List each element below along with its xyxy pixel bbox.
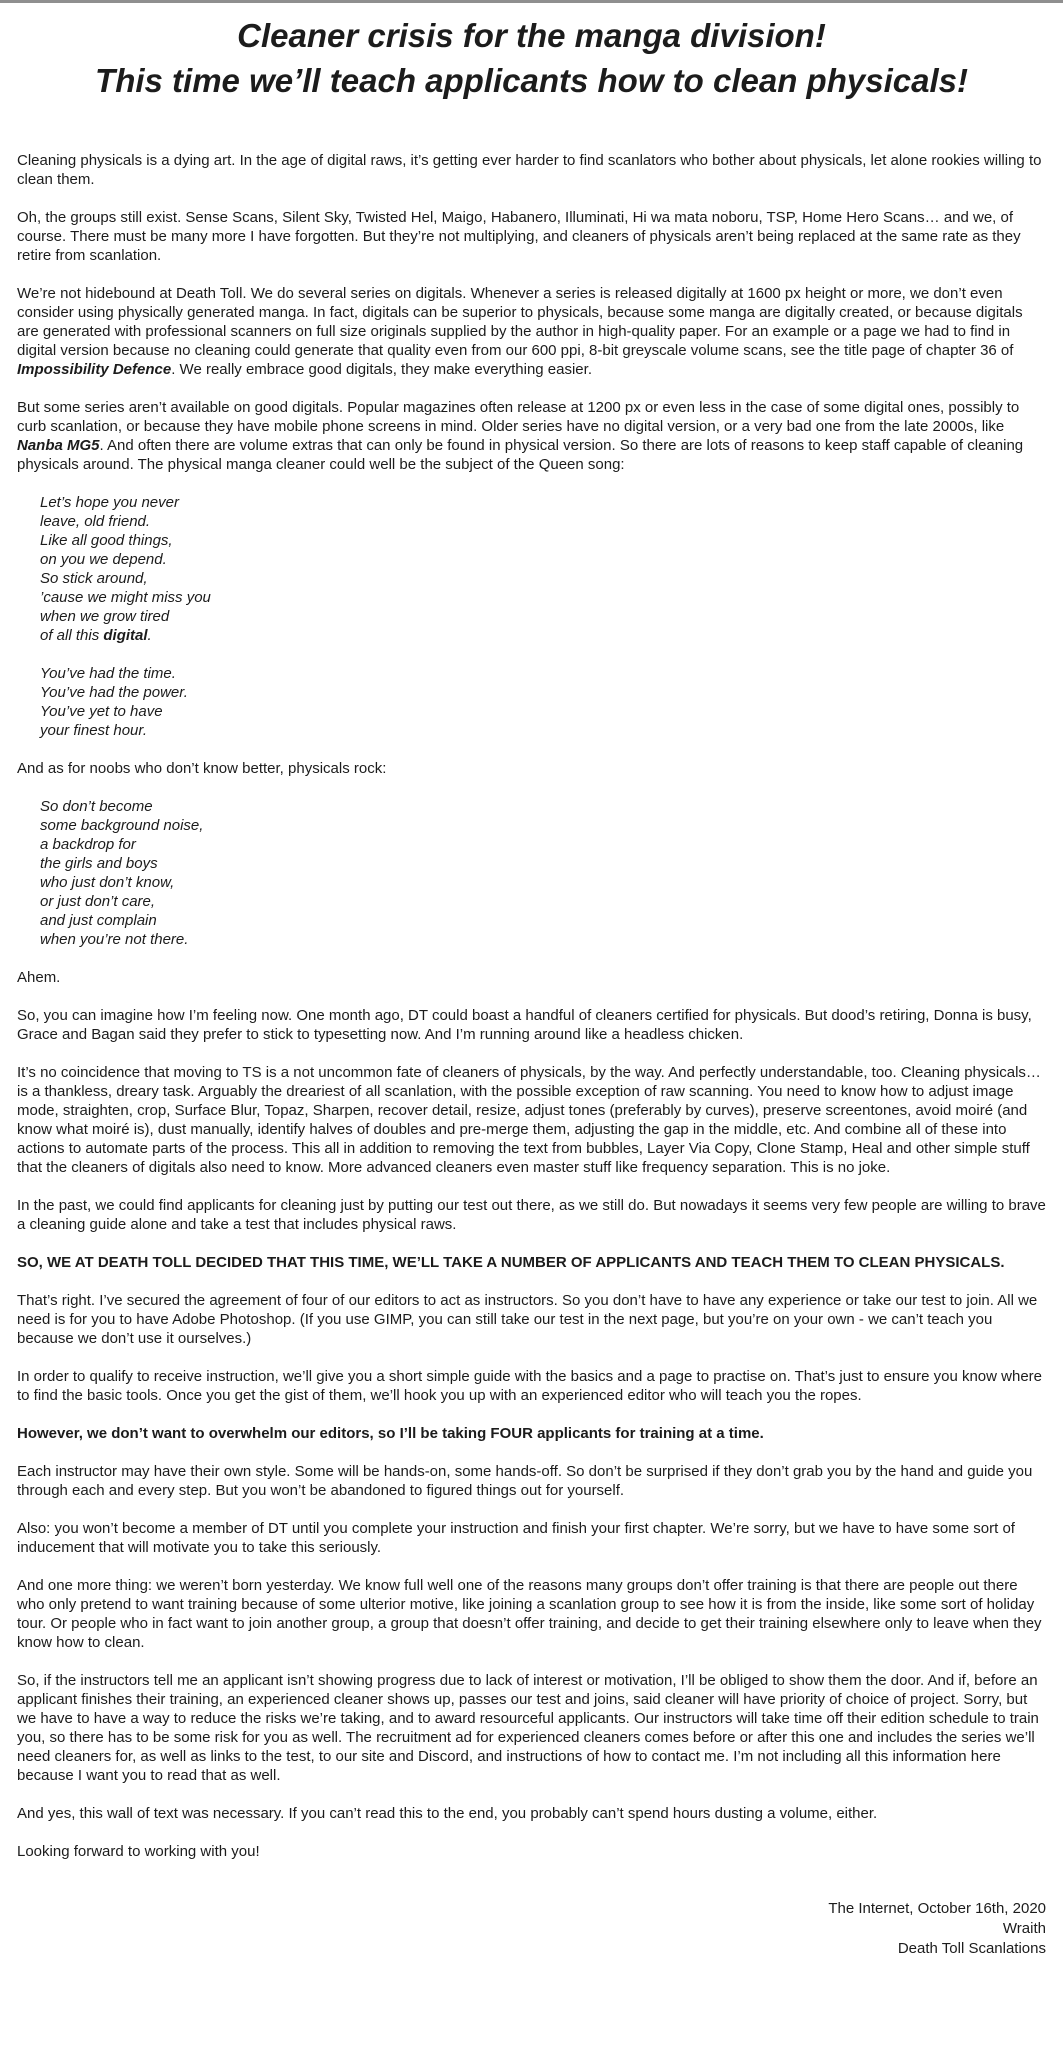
text-segment: ’cause we might miss you xyxy=(40,589,211,606)
lyrics-line xyxy=(40,569,1046,588)
text-segment: your finest hour. xyxy=(40,722,147,739)
lyrics-line xyxy=(40,531,1046,550)
lyrics-line xyxy=(40,835,1046,854)
text-segment: when you’re not there. xyxy=(40,931,189,948)
text-segment: when we grow tired xyxy=(40,608,170,625)
text-segment: a backdrop for xyxy=(40,836,136,853)
paragraph xyxy=(17,1671,1046,1785)
lyrics-line xyxy=(40,816,1046,835)
text-segment: and just complain xyxy=(40,912,157,929)
lyrics-line xyxy=(40,664,1046,683)
lyrics-quote xyxy=(40,493,1046,645)
text-segment: who just don’t know, xyxy=(40,874,175,891)
document xyxy=(0,3,1063,1959)
document-body xyxy=(17,151,1046,1861)
text-segment: And as for noobs who don’t know better, physicals rock: xyxy=(17,760,387,777)
paragraph xyxy=(17,1291,1046,1348)
text-segment: Each instructor may have their own style. Some will be hands-on, some hands-off. So don’t be surprised if they don’t grab you by the hand and guide you through each and every step. But you won’t be abandoned to figured things out for yourself. xyxy=(17,1463,1033,1499)
lyrics-quote xyxy=(40,797,1046,949)
lyrics-line xyxy=(40,607,1046,626)
text-segment: You’ve had the time. xyxy=(40,665,176,682)
text-segment: on you we depend. xyxy=(40,551,167,568)
text-segment: Cleaning physicals is a dying art. In the age of digital raws, it’s getting ever harder to find scanlators who bother about physicals, let alone rookies willing to clean them. xyxy=(17,152,1042,188)
signature-date: The Internet, October 16th, 2020 xyxy=(828,1900,1046,1917)
lyrics-line xyxy=(40,797,1046,816)
lyrics-line xyxy=(40,930,1046,949)
lyrics-line xyxy=(40,854,1046,873)
text-segment: . And often there are volume extras that can only be found in physical version. So there are lots of reasons to keep staff capable of cleaning physicals around. The physical manga cleaner could well be the subject of the Queen song: xyxy=(17,437,1024,473)
paragraph xyxy=(17,1063,1046,1177)
paragraph xyxy=(17,968,1046,987)
document-header xyxy=(17,13,1046,103)
text-segment: And one more thing: we weren’t born yesterday. We know full well one of the reasons many groups don’t offer training is that there are people out there who only pretend to want training because of some ulterior motive, like joining a scanlation group to see how it is from the inside, like some sort of holiday tour. Or people who in fact want to join another group, a group that doesn’t offer training, and decide to get their training elsewhere only to leave when they know how to clean. xyxy=(17,1577,1042,1651)
emphasized-text: Impossibility Defence xyxy=(17,361,172,378)
lyrics-line xyxy=(40,911,1046,930)
text-segment: leave, old friend. xyxy=(40,513,151,530)
lyrics-line xyxy=(40,512,1046,531)
signature-author: Wraith xyxy=(1002,1920,1046,1937)
lyrics-quote xyxy=(40,664,1046,740)
text-segment: It’s no coincidence that moving to TS is a not uncommon fate of cleaners of physicals, by the way. And perfectly understandable, too. Cleaning physicals… is a thankless, dreary task. Arguably the dreariest of all scanlation, with the possible exception of raw scanning. You need to know how to adjust image mode, straighten, crop, Surface Blur, Topaz, Sharpen, recover detail, resize, adjust tones (preferably by curves), preserve screentones, avoid moiré (and know what moiré is), dust manually, identify halves of doubles and pre-merge them, adjusting the gap in the middle, etc. And combine all of these into actions to automate parts of the process. This all in addition to removing the text from bubbles, Layer Via Copy, Clone Stamp, Heal and other simple stuff that the cleaners of digitals also need to know. More advanced cleaners even master stuff like frequency separation. This is no joke. xyxy=(17,1064,1041,1176)
paragraph xyxy=(17,1006,1046,1044)
text-segment: Let’s hope you never xyxy=(40,494,179,511)
lyrics-line xyxy=(40,721,1046,740)
text-segment: some background noise, xyxy=(40,817,204,834)
paragraph xyxy=(17,759,1046,778)
paragraph xyxy=(17,1576,1046,1652)
text-segment: . We really embrace good digitals, they make everything easier. xyxy=(171,361,592,378)
text-segment: Looking forward to working with you! xyxy=(17,1843,260,1860)
signature-group: Death Toll Scanlations xyxy=(897,1940,1046,1957)
lyrics-line xyxy=(40,873,1046,892)
text-segment: or just don’t care, xyxy=(40,893,156,910)
emphasis-paragraph xyxy=(17,1424,1046,1443)
emphasis-paragraph xyxy=(17,1253,1046,1272)
text-segment: Ahem. xyxy=(17,969,61,986)
text-segment: . xyxy=(147,627,152,644)
lyrics-line xyxy=(40,550,1046,569)
paragraph xyxy=(17,1842,1046,1861)
lyrics-line xyxy=(40,702,1046,721)
paragraph xyxy=(17,284,1046,379)
page-title-line-1: Cleaner crisis for the manga division! xyxy=(237,17,826,54)
text-segment: Like all good things, xyxy=(40,532,173,549)
signature-block xyxy=(17,1899,1046,1959)
text-segment: Oh, the groups still exist. Sense Scans, Silent Sky, Twisted Hel, Maigo, Habanero, Illuminati, Hi wa mata noboru, TSP, Home Hero Scans… and we, of course. There must be many more I have forgotten. But they’re not multiplying, and cleaners of physicals aren’t being replaced at the same rate as they retire from scanlation. xyxy=(17,209,1021,264)
text-segment: So, if the instructors tell me an applicant isn’t showing progress due to lack of interest or motivation, I’ll be obliged to show them the door. And if, before an applicant finishes their training, an experienced cleaner shows up, passes our test and joins, said cleaner will have priority of choice of project. Sorry, but we have to have a way to reduce the risks we’re taking, and to award resourceful applicants. Our instructors will take time off their edition schedule to train you, so there has to be some risk for you as well. The recruitment ad for experienced cleaners comes before or after this one and includes the series we’ll need cleaners for, as well as links to the test, to our site and Discord, and instructions of how to contact me. I’m not including all this information here because I want you to read that as well. xyxy=(17,1672,1039,1784)
lyrics-line xyxy=(40,588,1046,607)
text-segment: In the past, we could find applicants for cleaning just by putting our test out there, as we still do. But nowadays it seems very few people are willing to brave a cleaning guide alone and take a test that includes physical raws. xyxy=(17,1197,1046,1233)
text-segment: That’s right. I’ve secured the agreement of four of our editors to act as instructors. So you don’t have to have any experience or take our test to join. All we need is for you to have Adobe Photoshop. (If you use GIMP, you can still take our test in the next page, but you’re on your own - we can’t teach you because we don’t use it ourselves.) xyxy=(17,1292,1038,1347)
paragraph xyxy=(17,398,1046,474)
text-segment: In order to qualify to receive instruction, we’ll give you a short simple guide with the basics and a page to practise on. That’s just to ensure you know where to find the basic tools. Once you get the gist of them, we’ll hook you up with an experienced editor who will teach you the ropes. xyxy=(17,1368,1043,1404)
paragraph xyxy=(17,1196,1046,1234)
emphasized-text: Nanba MG5 xyxy=(17,437,100,454)
lyrics-line xyxy=(40,683,1046,702)
paragraph xyxy=(17,1367,1046,1405)
paragraph xyxy=(17,1804,1046,1823)
text-segment: Also: you won’t become a member of DT until you complete your instruction and finish your first chapter. We’re sorry, but we have to have some sort of inducement that will motivate you to take this seriously. xyxy=(17,1520,1015,1556)
text-segment: So, you can imagine how I’m feeling now. One month ago, DT could boast a handful of cleaners certified for physicals. But dood’s retiring, Donna is busy, Grace and Bagan said they prefer to stick to typesetting now. And I’m running around like a headless chicken. xyxy=(17,1007,1032,1043)
text-segment: So don’t become xyxy=(40,798,153,815)
page-title-line-2: This time we’ll teach applicants how to clean physicals! xyxy=(95,62,968,99)
text-segment: We’re not hidebound at Death Toll. We do several series on digitals. Whenever a series is released digitally at 1600 px height or more, we don’t even consider using physically generated manga. In fact, digitals can be superior to physicals, because some manga are digitally created, or because digitals are generated with professional scanners on full size originals supplied by the author in high-quality paper. For an example or a page we had to find in digital version because no cleaning could generate that quality even from our 600 ppi, 8-bit greyscale volume scans, see the title page of chapter 36 of xyxy=(17,285,1023,359)
text-segment: SO, WE AT DEATH TOLL DECIDED THAT THIS TIME, WE’LL TAKE A NUMBER OF APPLICANTS AND TEACH THEM TO CLEAN PHYSICALS. xyxy=(17,1254,1005,1271)
text-segment: of all this xyxy=(40,627,104,644)
paragraph xyxy=(17,1462,1046,1500)
text-segment: You’ve yet to have xyxy=(40,703,163,720)
lyrics-line xyxy=(40,626,1046,645)
text-segment: So stick around, xyxy=(40,570,148,587)
text-segment: And yes, this wall of text was necessary. If you can’t read this to the end, you probably can’t spend hours dusting a volume, either. xyxy=(17,1805,878,1822)
text-segment: You’ve had the power. xyxy=(40,684,188,701)
lyrics-line xyxy=(40,892,1046,911)
paragraph xyxy=(17,151,1046,189)
paragraph xyxy=(17,1519,1046,1557)
lyrics-line xyxy=(40,493,1046,512)
paragraph xyxy=(17,208,1046,265)
text-segment: the girls and boys xyxy=(40,855,158,872)
text-segment: But some series aren’t available on good digitals. Popular magazines often release at 1200 px or even less in the case of some digital ones, possibly to curb scanlation, or because they have mobile phone screens in mind. Older series have no digital version, or a very bad one from the late 2000s, like xyxy=(17,399,1020,435)
text-segment: However, we don’t want to overwhelm our editors, so I’ll be taking FOUR applicants for training at a time. xyxy=(17,1425,764,1442)
emphasized-text: digital xyxy=(103,627,148,644)
